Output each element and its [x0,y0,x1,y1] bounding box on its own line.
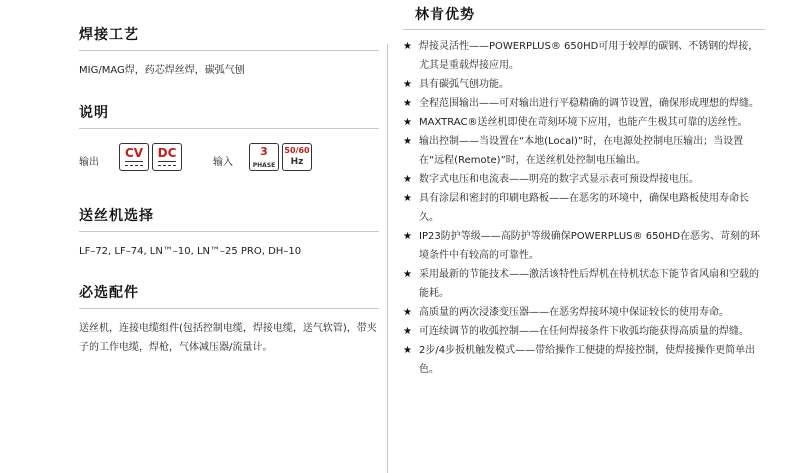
options-text: 送丝机，连接电缆组件(包括控制电缆，焊接电缆，送气软管)，带夹子的工作电缆，焊枪，气体减压器/流量计。 [79,323,377,353]
three-phase-icon [249,143,279,171]
cv-icon-text: CV [124,146,144,160]
phase-number: 3 [260,145,268,158]
list-item [403,37,765,75]
list-item-text: 输出控制——当设置在“本地(Local)”时，在电源处控制电压输出；当设置在“远程(Remote)”时，在送丝机处控制电压输出。 [419,136,744,166]
list-item [403,265,765,303]
dc-icon-dash [158,165,176,166]
list-item [403,303,765,322]
description-section [79,102,379,175]
input-label: 输入 [213,157,233,168]
advantages-title: 林肯优势 [403,4,765,30]
star-icon: ★ [403,79,412,90]
list-item-text: 采用最新的节能技术——激活该特性后焊机在待机状态下能节省风扇和空载的能耗。 [419,269,759,299]
star-icon: ★ [403,326,412,337]
description-title: 说明 [79,102,379,129]
list-item-text: MAXTRAC®送丝机即使在苛刻环境下应用，也能产生极其可靠的送丝性。 [419,117,748,128]
list-item [403,113,765,132]
star-icon: ★ [403,174,412,185]
list-item-text: 焊接灵活性——POWERPLUS® 650HD可用于较厚的碳钢、不锈钢的焊接，尤其是重载焊接应用。 [419,41,759,71]
options-title: 必选配件 [79,282,379,309]
dc-icon [152,143,182,171]
list-item [403,322,765,341]
hz-unit: Hz [290,157,304,167]
list-item [403,189,765,227]
list-item-text: 具有碳弧气刨功能。 [419,79,509,90]
options-section [79,282,379,357]
list-item [403,227,765,265]
cv-icon-dash [125,165,143,166]
star-icon: ★ [403,136,412,147]
advantages-list [403,37,765,379]
list-item [403,94,765,113]
wire-feeder-title: 送丝机选择 [79,205,379,232]
star-icon: ★ [403,41,412,52]
star-icon: ★ [403,269,412,280]
wire-feeder-section [79,205,379,261]
star-icon: ★ [403,307,412,318]
welding-process-title: 焊接工艺 [79,24,379,51]
list-item-text: 可连续调节的收弧控制——在任何焊接条件下收弧均能获得高质量的焊缝。 [419,326,749,337]
wire-feeder-text: LF–72, LF–74, LN™–10, LN™–25 PRO, DH–10 [79,246,302,257]
list-item [403,341,765,379]
list-item [403,132,765,170]
star-icon: ★ [403,117,412,128]
list-item-text: 高质量的两次浸漆变压器——在恶劣焊接环境中保证较长的使用寿命。 [419,307,729,318]
star-icon: ★ [403,193,412,204]
cv-icon [119,143,149,171]
star-icon: ★ [403,231,412,242]
list-item [403,170,765,189]
cv-icon-line [125,161,143,162]
list-item-text: IP23防护等级——高防护等级确保POWERPLUS® 650HD在恶劣、苛刻的环境条件中有较高的可靠性。 [419,231,761,261]
list-item-text: 具有涂层和密封的印刷电路板——在恶劣的环境中，确保电路板使用寿命长久。 [419,193,749,223]
list-item-text: 数字式电压和电流表——明亮的数字式显示表可预设焊接电压。 [419,174,699,185]
list-item-text: 2步/4步扳机触发模式——带给操作工便捷的焊接控制，使焊接操作更简单出色。 [419,345,756,375]
list-item-text: 全程范围输出——可对输出进行平稳精确的调节设置，确保形成理想的焊缝。 [419,98,759,109]
star-icon: ★ [403,345,412,356]
list-item [403,75,765,94]
welding-process-text: MIG/MAG焊，药芯焊丝焊，碳弧气刨 [79,65,245,76]
welding-process-section [79,24,379,80]
star-icon: ★ [403,98,412,109]
specs-icons-row [79,141,379,175]
dc-icon-text: DC [157,146,177,160]
column-divider [387,44,388,473]
hz-icon [282,143,312,171]
hz-values: 50/60 [284,146,310,155]
output-label: 输出 [79,157,99,168]
right-column [403,4,765,379]
dc-icon-line [158,161,176,162]
phase-word: PHASE [252,162,276,169]
